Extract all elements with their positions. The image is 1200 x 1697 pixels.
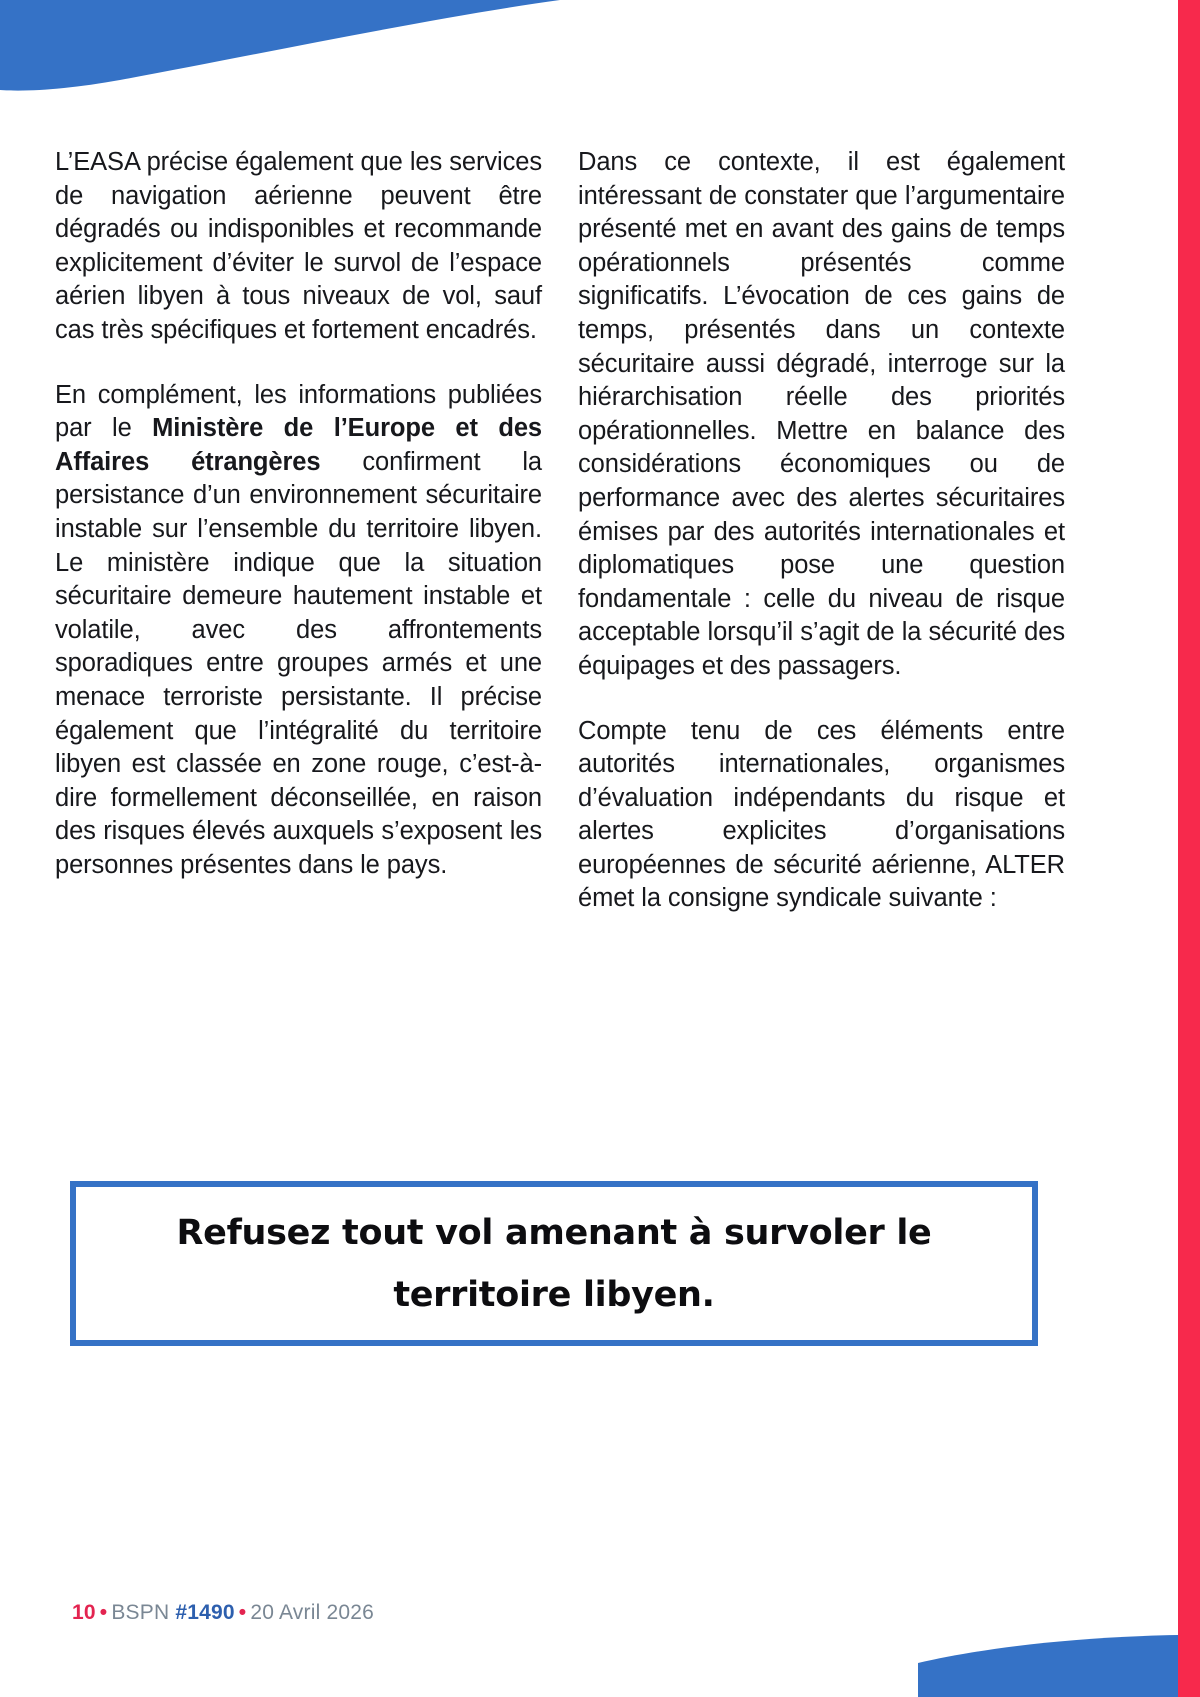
right-red-edge-bar bbox=[1178, 0, 1200, 1697]
bottom-right-blue-wave-decoration bbox=[918, 1577, 1178, 1697]
right-column bbox=[578, 146, 1065, 916]
paragraph-contexte: Dans ce contexte, il est également intéressant de constater que l’argumentaire présenté met en avant des gains de temps opérationnels présentés comme significatifs. L’évocation de ces gains de temps, présentés dans un contexte sécuritaire aussi dégradé, interroge sur la hiérarchisation réelle des priorités opérationnelles. Mettre en balance des considérations économiques ou de performance avec des alertes sécuritaires émises par des autorités internationales et diplomatiques pose une question fondamentale : celle du niveau de risque acceptable lorsqu’il s’agit de la sécurité des équipages et des passagers. bbox=[578, 148, 1065, 680]
union-instruction-callout bbox=[70, 1181, 1038, 1346]
paragraph-consigne: Compte tenu de ces éléments entre autorités internationales, organismes d’évaluation indépendants du risque et alertes explicites d’organisations européennes de sécurité aérienne, ALTER émet la consigne syndicale suivante : bbox=[578, 716, 1065, 913]
footer-issue-number: #1490 bbox=[175, 1601, 235, 1624]
page-footer bbox=[72, 1600, 374, 1626]
top-left-blue-wave-decoration bbox=[0, 0, 560, 110]
paragraph-easa: L’EASA précise également que les services de navigation aérienne peuvent être dégradés ou indisponibles et recommande explicitement d’éviter le survol de l’espace aérien libyen à tous niveaux de vol, sauf cas très spécifiques et fortement encadrés. bbox=[55, 148, 542, 344]
footer-separator-dot-1: • bbox=[99, 1601, 108, 1624]
footer-date: 20 Avril 2026 bbox=[250, 1601, 374, 1624]
emphasized-text: Ministère de l’Europe et des Affaires étrangères bbox=[55, 414, 542, 476]
callout-text: Refusez tout vol amenant à survoler le territoire libyen. bbox=[176, 1212, 932, 1315]
left-column bbox=[55, 146, 542, 916]
footer-publication-name: BSPN bbox=[111, 1601, 170, 1624]
footer-page-number: 10 bbox=[72, 1601, 96, 1624]
footer-separator-dot-2: • bbox=[238, 1601, 247, 1624]
paragraph-ministere: En complément, les informations publiées par le Ministère de l’Europe et des Affaires étrangères confirment la persistance d’un environnement sécuritaire instable sur l’ensemble du territoire libyen. Le ministère indique que la situation sécuritaire demeure hautement instable et volatile, avec des affrontements sporadiques entre groupes armés et une menace terroriste persistante. Il précise également que l’intégralité du territoire libyen est classée en zone rouge, c’est-à-dire formellement déconseillée, en raison des risques élevés auxquels s’exposent les personnes présentes dans le pays. bbox=[55, 380, 542, 879]
article-body bbox=[55, 146, 1065, 916]
